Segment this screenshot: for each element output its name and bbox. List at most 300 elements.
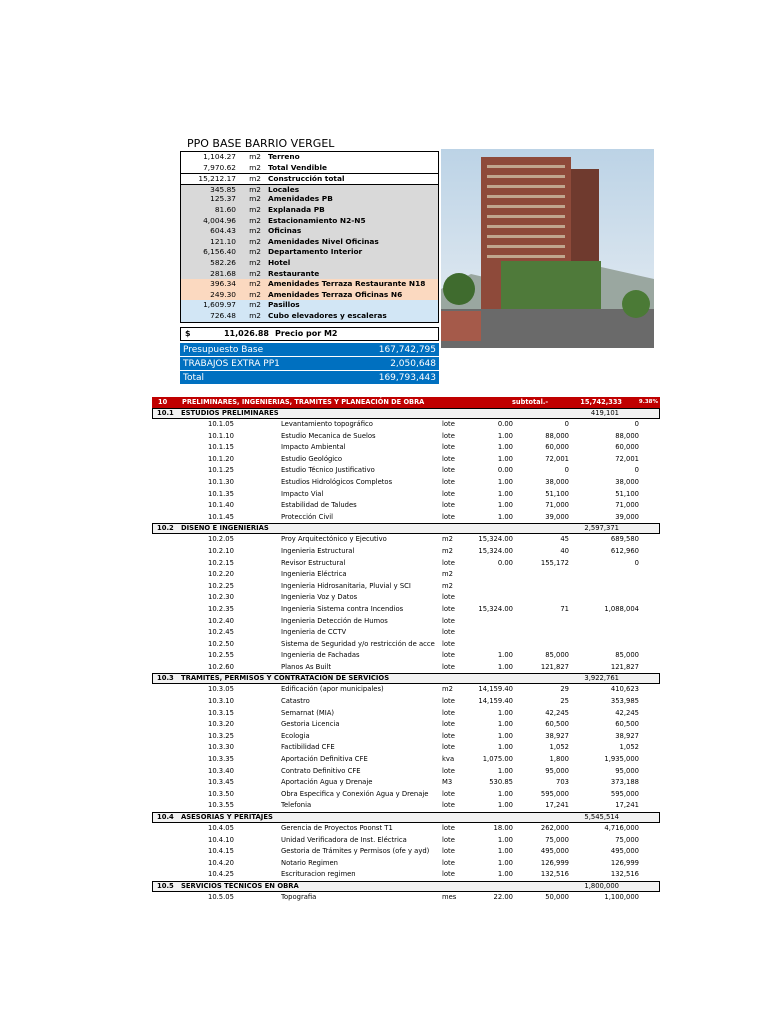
cell-tot: 132,516 <box>610 870 639 879</box>
table-row <box>152 592 660 604</box>
cell-qty: 14,159.40 <box>478 697 513 706</box>
cell-unit: mes <box>442 892 457 901</box>
table-row <box>152 639 660 651</box>
cell-tot: 17,241 <box>615 801 639 810</box>
cell-pu: 495,000 <box>540 847 569 856</box>
summary-label: Construcción total <box>268 174 345 184</box>
section-row <box>152 812 660 823</box>
summary-unit: m2 <box>249 174 261 184</box>
cell-tot: 60,500 <box>615 720 639 729</box>
cell-tot: 95,000 <box>615 766 639 775</box>
table-row <box>152 477 660 489</box>
cell-unit: lote <box>442 662 455 671</box>
cell-desc: Ingenieria de Fachadas <box>281 651 360 660</box>
cell-desc: Factibilidad CFE <box>281 743 335 752</box>
cell-unit: lote <box>442 616 455 625</box>
cell-code: 10.2.50 <box>208 639 234 648</box>
cell-unit: kva <box>442 755 455 764</box>
page-title: PPO BASE BARRIO VERGEL <box>187 137 335 150</box>
cell-unit: lote <box>442 789 455 798</box>
table-row <box>152 650 660 662</box>
budget-row-base <box>180 343 439 357</box>
price-per-m2-row <box>180 327 439 341</box>
cell-desc: Protección Civil <box>281 512 334 521</box>
cell-tot: 0 <box>634 466 639 475</box>
cell-desc: Sistema de Seguridad y/o restricción de acce <box>281 639 435 648</box>
cell-desc: Revisor Estructural <box>281 558 346 567</box>
cell-unit: lote <box>442 512 455 521</box>
table-row <box>152 777 660 789</box>
cell-qty <box>468 592 513 604</box>
budget-summary <box>180 343 439 385</box>
cell-tot: 0 <box>634 420 639 428</box>
summary-unit: m2 <box>249 247 261 257</box>
summary-label: Total Vendible <box>268 162 328 172</box>
price-label: Precio por M2 <box>275 329 338 338</box>
cell-pu: 0 <box>564 466 569 475</box>
cell-code: 10.3.50 <box>208 789 234 798</box>
cell-tot: 4,716,000 <box>604 824 639 832</box>
cell-unit: m2 <box>442 535 453 544</box>
cell-pu: 17,241 <box>545 801 569 810</box>
section-number: 10.3 <box>157 674 174 683</box>
cell-tot: 1,088,004 <box>604 604 639 613</box>
section-row <box>152 523 660 534</box>
cell-code: 10.2.60 <box>208 662 234 671</box>
budget-label: Total <box>183 373 205 383</box>
cell-qty: 0.00 <box>497 420 513 428</box>
table-row <box>152 869 660 881</box>
cell-qty: 1.00 <box>497 766 513 775</box>
summary-value: 249.30 <box>210 289 236 299</box>
summary-row <box>181 258 438 269</box>
cell-desc: Topografia <box>281 892 317 901</box>
cell-pu: 29 <box>560 685 569 694</box>
cell-unit: lote <box>442 847 455 856</box>
cell-desc: Ingenieria Detección de Humos <box>281 616 388 625</box>
cell-tot <box>569 627 639 639</box>
cell-desc: Catastro <box>281 697 310 706</box>
cell-tot: 689,580 <box>610 535 639 544</box>
summary-unit: m2 <box>249 257 261 267</box>
summary-row <box>181 216 438 227</box>
summary-value: 81.60 <box>214 204 236 214</box>
summary-row <box>181 152 438 163</box>
summary-value: 281.68 <box>210 268 236 278</box>
cell-code: 10.3.35 <box>208 755 234 764</box>
section-number: 10.1 <box>157 409 174 417</box>
table-row <box>152 500 660 512</box>
table-row <box>152 512 660 524</box>
cell-desc: Ecologia <box>281 731 310 740</box>
section-subtotal: 419,101 <box>590 409 619 417</box>
summary-unit: m2 <box>249 184 261 194</box>
section-row <box>152 881 660 892</box>
cell-pu: 0 <box>564 420 569 428</box>
summary-value: 1,104.27 <box>203 152 236 161</box>
cell-unit: lote <box>442 593 455 602</box>
budget-label: Presupuesto Base <box>183 345 264 355</box>
summary-label: Restaurante <box>268 268 320 278</box>
cell-code: 10.5.05 <box>208 892 234 901</box>
summary-row <box>181 237 438 248</box>
section-row <box>152 673 660 684</box>
cell-pu: 595,000 <box>540 789 569 798</box>
table-row <box>152 835 660 847</box>
cell-desc: Estudios Hidrológicos Completos <box>281 477 393 486</box>
cell-qty <box>468 639 513 651</box>
summary-label: Terreno <box>268 152 300 161</box>
cell-pu: 132,516 <box>540 870 569 879</box>
cost-breakdown-table <box>152 397 660 904</box>
budget-label: TRABAJOS EXTRA PP1 <box>183 359 280 369</box>
price-value: 11,026.88 <box>223 329 269 338</box>
summary-unit: m2 <box>249 279 261 289</box>
cell-code: 10.4.25 <box>208 870 234 879</box>
cell-tot: 373,188 <box>610 778 639 787</box>
cell-unit: M3 <box>442 778 453 787</box>
cell-qty: 1.00 <box>497 477 513 486</box>
cell-desc: Estudio Geológico <box>281 454 343 463</box>
cell-pu: 25 <box>560 697 569 706</box>
summary-label: Pasillos <box>268 300 300 310</box>
table-row <box>152 581 660 593</box>
cell-code: 10.1.40 <box>208 501 234 510</box>
summary-value: 7,970.62 <box>203 162 236 172</box>
cell-code: 10.1.10 <box>208 431 234 440</box>
cell-qty: 530.85 <box>489 778 513 787</box>
cell-pu: 38,927 <box>545 731 569 740</box>
cell-code: 10.3.05 <box>208 685 234 694</box>
table-row <box>152 742 660 754</box>
summary-value: 604.43 <box>210 226 236 236</box>
summary-unit: m2 <box>249 310 261 320</box>
cell-pu: 1,052 <box>549 743 569 752</box>
summary-unit: m2 <box>249 152 261 161</box>
table-row <box>152 892 660 904</box>
cell-tot: 39,000 <box>615 512 639 521</box>
cell-unit: lote <box>442 639 455 648</box>
cell-tot: 1,052 <box>619 743 639 752</box>
summary-value: 726.48 <box>210 310 236 320</box>
cell-qty: 18.00 <box>493 824 513 832</box>
cell-pu <box>513 592 569 604</box>
cell-desc: Ingenieria Estructural <box>281 546 355 555</box>
cell-desc: Obra Especifica y Conexión Agua y Drenaje <box>281 789 429 798</box>
cell-code: 10.3.10 <box>208 697 234 706</box>
cell-desc: Estudio Técnico Justificativo <box>281 466 375 475</box>
cell-desc: Semarnat (MIA) <box>281 708 335 717</box>
cell-pu: 40 <box>560 546 569 555</box>
cell-desc: Ingenieria Hidrosanitaria, Pluvial y SCI <box>281 581 411 590</box>
cell-code: 10.2.15 <box>208 558 234 567</box>
cell-pu: 60,000 <box>545 443 569 452</box>
cell-code: 10.1.15 <box>208 443 234 452</box>
cell-unit: lote <box>442 628 455 637</box>
cell-code: 10.3.30 <box>208 743 234 752</box>
table-row <box>152 489 660 501</box>
summary-row <box>181 184 438 195</box>
cell-unit: lote <box>442 835 455 844</box>
cell-qty: 1.00 <box>497 720 513 729</box>
table-row <box>152 534 660 546</box>
cell-qty: 1.00 <box>497 847 513 856</box>
summary-label: Cubo elevadores y escaleras <box>268 310 387 320</box>
cell-code: 10.1.45 <box>208 512 234 521</box>
cell-code: 10.2.05 <box>208 535 234 544</box>
cell-code: 10.4.20 <box>208 858 234 867</box>
section-title: ESTUDIOS PRELIMINARES <box>181 409 279 417</box>
cell-qty: 1.00 <box>497 651 513 660</box>
summary-unit: m2 <box>249 194 261 204</box>
cell-unit: m2 <box>442 685 453 694</box>
cell-tot: 121,827 <box>610 662 639 671</box>
cell-desc: Ingenieria Voz y Datos <box>281 593 358 602</box>
table-row <box>152 731 660 743</box>
table-row <box>152 800 660 812</box>
cell-pu: 1,800 <box>549 755 569 764</box>
cell-pu: 42,245 <box>545 708 569 717</box>
cell-desc: Ingenieria Eléctrica <box>281 570 347 579</box>
table-row <box>152 569 660 581</box>
table-row <box>152 604 660 616</box>
cell-unit: lote <box>442 731 455 740</box>
table-row <box>152 754 660 766</box>
cell-pu: 51,100 <box>545 489 569 498</box>
cell-unit: lote <box>442 708 455 717</box>
cell-pu: 88,000 <box>545 431 569 440</box>
cell-code: 10.2.35 <box>208 604 234 613</box>
cell-unit: lote <box>442 824 455 832</box>
cell-unit: lote <box>442 870 455 879</box>
summary-value: 6,156.40 <box>203 247 236 257</box>
cell-desc: Telefonia <box>281 801 312 810</box>
cell-tot <box>569 639 639 651</box>
cell-pu: 262,000 <box>540 824 569 832</box>
cell-unit: lote <box>442 477 455 486</box>
summary-row <box>181 173 438 184</box>
summary-value: 1,609.97 <box>203 300 236 310</box>
summary-label: Locales <box>268 184 300 194</box>
section-row <box>152 408 660 419</box>
cell-qty: 1.00 <box>497 870 513 879</box>
summary-row <box>181 226 438 237</box>
table-row <box>152 546 660 558</box>
cell-qty: 1.00 <box>497 743 513 752</box>
cell-qty: 1.00 <box>497 489 513 498</box>
table-row <box>152 823 660 835</box>
summary-label: Amenidades Terraza Oficinas N6 <box>268 289 403 299</box>
summary-row <box>181 290 438 301</box>
cell-desc: Edificación (apor municipales) <box>281 685 384 694</box>
summary-label: Amenidades PB <box>268 194 333 204</box>
cell-tot: 38,927 <box>615 731 639 740</box>
section-title: DISEÑO E INGENIERIAS <box>181 524 269 533</box>
table-row <box>152 789 660 801</box>
cell-tot: 495,000 <box>610 847 639 856</box>
cell-unit: lote <box>442 558 455 567</box>
chapter-subtotal: 15,742,333 <box>580 398 622 406</box>
cell-unit: lote <box>442 454 455 463</box>
section-subtotal: 5,545,514 <box>584 813 619 821</box>
cell-desc: Ingenieria Sistema contra Incendios <box>281 604 404 613</box>
cell-code: 10.3.40 <box>208 766 234 775</box>
chapter-number: 10 <box>158 398 168 406</box>
cell-tot: 410,623 <box>610 685 639 694</box>
cell-desc: Estudio Mecanica de Suelos <box>281 431 376 440</box>
cell-desc: Impacto Ambiental <box>281 443 346 452</box>
cell-qty: 1.00 <box>497 789 513 798</box>
cell-unit: lote <box>442 466 455 475</box>
cell-qty <box>468 616 513 628</box>
cell-tot: 75,000 <box>615 835 639 844</box>
table-row <box>152 616 660 628</box>
cell-qty: 1.00 <box>497 801 513 810</box>
summary-value: 396.34 <box>210 279 236 289</box>
cell-unit: lote <box>442 431 455 440</box>
cell-qty: 1,075.00 <box>482 755 513 764</box>
cell-pu: 72,001 <box>545 454 569 463</box>
cell-unit: lote <box>442 443 455 452</box>
budget-row-total <box>180 371 439 385</box>
summary-row <box>181 163 438 174</box>
cell-tot: 126,999 <box>610 858 639 867</box>
summary-unit: m2 <box>249 162 261 172</box>
cell-tot: 38,000 <box>615 477 639 486</box>
cell-tot: 595,000 <box>610 789 639 798</box>
cell-desc: Gerencia de Proyectos Poonst T1 <box>281 824 393 832</box>
cell-desc: Estabilidad de Taludes <box>281 501 357 510</box>
cell-qty: 22.00 <box>493 892 513 901</box>
summary-label: Explanada PB <box>268 204 325 214</box>
cell-qty: 15,324.00 <box>478 604 513 613</box>
cell-tot: 1,100,000 <box>604 892 639 901</box>
chapter-percent: 9.38% <box>638 399 658 405</box>
cell-code: 10.3.25 <box>208 731 234 740</box>
cell-qty <box>468 627 513 639</box>
cell-pu: 39,000 <box>545 512 569 521</box>
section-subtotal: 3,922,761 <box>584 674 619 683</box>
summary-row <box>181 269 438 280</box>
summary-label: Departamento Interior <box>268 247 363 257</box>
chapter-header-row <box>152 397 660 408</box>
table-row <box>152 846 660 858</box>
cell-tot: 88,000 <box>615 431 639 440</box>
cell-code: 10.2.30 <box>208 593 234 602</box>
table-row <box>152 858 660 870</box>
currency-symbol: $ <box>185 329 191 338</box>
summary-unit: m2 <box>249 204 261 214</box>
cell-code: 10.4.05 <box>208 824 234 832</box>
cell-qty: 1.00 <box>497 431 513 440</box>
section-title: SERVICIOS TÉCNICOS EN OBRA <box>181 881 299 890</box>
cell-pu: 126,999 <box>540 858 569 867</box>
table-row <box>152 766 660 778</box>
summary-unit: m2 <box>249 215 261 225</box>
cell-unit: lote <box>442 720 455 729</box>
subtotal-label: subtotal.- <box>512 398 549 406</box>
area-summary-table <box>180 151 439 323</box>
section-title: ASESORIAS Y PERITAJES <box>181 813 273 821</box>
cell-desc: Gestoria Licencia <box>281 720 340 729</box>
cell-tot: 72,001 <box>615 454 639 463</box>
cell-desc: Contrato Definitivo CFE <box>281 766 361 775</box>
table-row <box>152 419 660 431</box>
cell-code: 10.4.10 <box>208 835 234 844</box>
summary-row <box>181 205 438 216</box>
cell-code: 10.4.15 <box>208 847 234 856</box>
cell-desc: Aportación Agua y Drenaje <box>281 778 373 787</box>
table-row <box>152 684 660 696</box>
cell-code: 10.3.20 <box>208 720 234 729</box>
budget-value: 169,793,443 <box>378 373 436 383</box>
cell-unit: lote <box>442 697 455 706</box>
cell-qty: 1.00 <box>497 731 513 740</box>
summary-value: 4,004.96 <box>203 215 236 225</box>
cell-code: 10.2.25 <box>208 581 234 590</box>
cell-desc: Unidad Verificadora de Inst. Eléctrica <box>281 835 407 844</box>
cell-pu: 155,172 <box>540 558 569 567</box>
cell-qty: 1.00 <box>497 708 513 717</box>
cell-qty: 1.00 <box>497 662 513 671</box>
cell-pu: 703 <box>556 778 569 787</box>
cell-code: 10.2.45 <box>208 628 234 637</box>
cell-unit: lote <box>442 489 455 498</box>
table-row <box>152 465 660 477</box>
cell-code: 10.1.35 <box>208 489 234 498</box>
summary-label: Estacionamiento N2-N5 <box>268 215 366 225</box>
summary-label: Amenidades Terraza Restaurante N18 <box>268 279 426 289</box>
cell-pu: 121,827 <box>540 662 569 671</box>
cell-qty: 15,324.00 <box>478 535 513 544</box>
summary-unit: m2 <box>249 300 261 310</box>
cell-unit: lote <box>442 501 455 510</box>
cell-pu: 45 <box>560 535 569 544</box>
summary-row <box>181 311 438 322</box>
cell-code: 10.1.30 <box>208 477 234 486</box>
cell-qty: 15,324.00 <box>478 546 513 555</box>
cell-unit: m2 <box>442 570 453 579</box>
cell-tot: 1,935,000 <box>604 755 639 764</box>
cell-pu: 71 <box>560 604 569 613</box>
cell-pu: 85,000 <box>545 651 569 660</box>
cell-unit: m2 <box>442 581 453 590</box>
building-illustration <box>441 149 654 348</box>
summary-label: Oficinas <box>268 226 302 236</box>
cell-pu <box>513 569 569 581</box>
cell-unit: lote <box>442 766 455 775</box>
building-rendering-image <box>441 149 654 348</box>
table-row <box>152 558 660 570</box>
summary-value: 15,212.17 <box>198 174 236 184</box>
table-row <box>152 454 660 466</box>
cell-desc: Ingenieria de CCTV <box>281 628 347 637</box>
budget-value: 2,050,648 <box>390 359 436 369</box>
section-number: 10.2 <box>157 524 174 533</box>
cell-code: 10.2.40 <box>208 616 234 625</box>
cell-pu: 75,000 <box>545 835 569 844</box>
cell-tot <box>569 616 639 628</box>
cell-tot: 60,000 <box>615 443 639 452</box>
section-number: 10.4 <box>157 813 174 821</box>
cell-desc: Impacto Vial <box>281 489 324 498</box>
cell-desc: Gestoria de Trámites y Permisos (ofe y ayd) <box>281 847 430 856</box>
cell-code: 10.3.55 <box>208 801 234 810</box>
cell-tot: 71,000 <box>615 501 639 510</box>
cell-qty: 1.00 <box>497 512 513 521</box>
cell-unit: lote <box>442 743 455 752</box>
cell-unit: lote <box>442 651 455 660</box>
